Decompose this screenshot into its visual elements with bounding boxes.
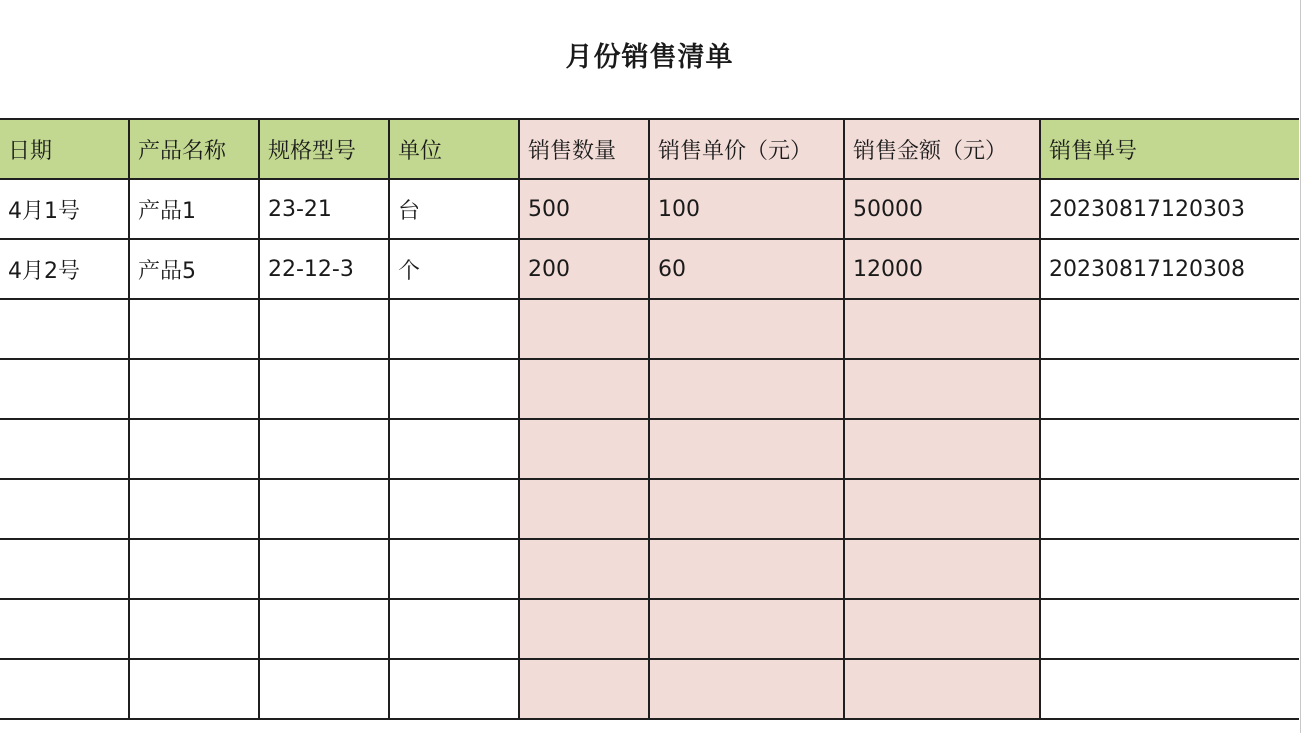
- cell-unit[interactable]: [389, 539, 519, 599]
- cell-quantity[interactable]: [519, 359, 649, 419]
- cell-order-number[interactable]: [1040, 659, 1299, 719]
- cell-unit-price[interactable]: [649, 299, 844, 359]
- cell-amount[interactable]: [844, 299, 1040, 359]
- table-row: [0, 239, 1299, 299]
- cell-date[interactable]: [0, 479, 129, 539]
- cell-model[interactable]: [259, 539, 389, 599]
- cell-amount[interactable]: 50000: [844, 179, 1040, 239]
- cell-model[interactable]: [259, 659, 389, 719]
- cell-quantity[interactable]: [519, 479, 649, 539]
- table-row: [0, 179, 1299, 239]
- sales-table: [0, 118, 1299, 720]
- table-row: [0, 419, 1299, 479]
- cell-date[interactable]: 4月1号: [0, 179, 129, 239]
- cell-date[interactable]: 4月2号: [0, 239, 129, 299]
- header-cell-unit[interactable]: 单位: [389, 119, 519, 179]
- table-body: [0, 179, 1299, 719]
- cell-order-number[interactable]: [1040, 539, 1299, 599]
- table-row: [0, 539, 1299, 599]
- cell-unit[interactable]: [389, 479, 519, 539]
- header-cell-product-name[interactable]: 产品名称: [129, 119, 259, 179]
- cell-order-number[interactable]: [1040, 419, 1299, 479]
- cell-product-name[interactable]: 产品5: [129, 239, 259, 299]
- cell-quantity[interactable]: 500: [519, 179, 649, 239]
- cell-unit[interactable]: [389, 299, 519, 359]
- cell-quantity[interactable]: 200: [519, 239, 649, 299]
- cell-amount[interactable]: [844, 479, 1040, 539]
- cell-unit-price[interactable]: [649, 419, 844, 479]
- cell-order-number[interactable]: [1040, 359, 1299, 419]
- cell-order-number[interactable]: [1040, 599, 1299, 659]
- header-cell-quantity[interactable]: 销售数量: [519, 119, 649, 179]
- cell-amount[interactable]: [844, 359, 1040, 419]
- cell-date[interactable]: [0, 419, 129, 479]
- table-row: [0, 359, 1299, 419]
- cell-quantity[interactable]: [519, 539, 649, 599]
- cell-amount[interactable]: 12000: [844, 239, 1040, 299]
- cell-quantity[interactable]: [519, 419, 649, 479]
- cell-unit-price[interactable]: [649, 479, 844, 539]
- cell-order-number[interactable]: 20230817120308: [1040, 239, 1299, 299]
- cell-model[interactable]: [259, 479, 389, 539]
- cell-unit[interactable]: [389, 419, 519, 479]
- cell-unit-price[interactable]: [649, 599, 844, 659]
- cell-quantity[interactable]: [519, 599, 649, 659]
- cell-date[interactable]: [0, 539, 129, 599]
- cell-model[interactable]: [259, 299, 389, 359]
- cell-product-name[interactable]: [129, 419, 259, 479]
- table-row: [0, 599, 1299, 659]
- header-cell-order-number[interactable]: 销售单号: [1040, 119, 1299, 179]
- header-row: [0, 119, 1299, 179]
- cell-product-name[interactable]: [129, 659, 259, 719]
- table-row: [0, 659, 1299, 719]
- cell-unit-price[interactable]: [649, 659, 844, 719]
- cell-amount[interactable]: [844, 659, 1040, 719]
- cell-product-name[interactable]: [129, 599, 259, 659]
- cell-model[interactable]: 23-21: [259, 179, 389, 239]
- cell-amount[interactable]: [844, 419, 1040, 479]
- header-cell-model[interactable]: 规格型号: [259, 119, 389, 179]
- table-row: [0, 299, 1299, 359]
- cell-unit[interactable]: 个: [389, 239, 519, 299]
- sheet-title: 月份销售清单: [565, 42, 734, 73]
- cell-order-number[interactable]: [1040, 299, 1299, 359]
- cell-date[interactable]: [0, 659, 129, 719]
- cell-unit[interactable]: [389, 659, 519, 719]
- cell-model[interactable]: [259, 359, 389, 419]
- cell-model[interactable]: [259, 599, 389, 659]
- cell-model[interactable]: [259, 419, 389, 479]
- table-row: [0, 479, 1299, 539]
- cell-amount[interactable]: [844, 539, 1040, 599]
- cell-product-name[interactable]: [129, 299, 259, 359]
- cell-quantity[interactable]: [519, 299, 649, 359]
- cell-model[interactable]: 22-12-3: [259, 239, 389, 299]
- cell-product-name[interactable]: 产品1: [129, 179, 259, 239]
- cell-unit[interactable]: 台: [389, 179, 519, 239]
- cell-order-number[interactable]: 20230817120303: [1040, 179, 1299, 239]
- cell-date[interactable]: [0, 359, 129, 419]
- cell-unit-price[interactable]: [649, 359, 844, 419]
- cell-unit-price[interactable]: [649, 539, 844, 599]
- cell-unit-price[interactable]: 100: [649, 179, 844, 239]
- cell-unit[interactable]: [389, 359, 519, 419]
- header-cell-amount[interactable]: 销售金额（元）: [844, 119, 1040, 179]
- header-cell-unit-price[interactable]: 销售单价（元）: [649, 119, 844, 179]
- header-cell-date[interactable]: 日期: [0, 119, 129, 179]
- cell-product-name[interactable]: [129, 479, 259, 539]
- cell-unit[interactable]: [389, 599, 519, 659]
- cell-date[interactable]: [0, 599, 129, 659]
- cell-unit-price[interactable]: 60: [649, 239, 844, 299]
- cell-order-number[interactable]: [1040, 479, 1299, 539]
- cell-product-name[interactable]: [129, 539, 259, 599]
- cell-quantity[interactable]: [519, 659, 649, 719]
- cell-amount[interactable]: [844, 599, 1040, 659]
- cell-date[interactable]: [0, 299, 129, 359]
- cell-product-name[interactable]: [129, 359, 259, 419]
